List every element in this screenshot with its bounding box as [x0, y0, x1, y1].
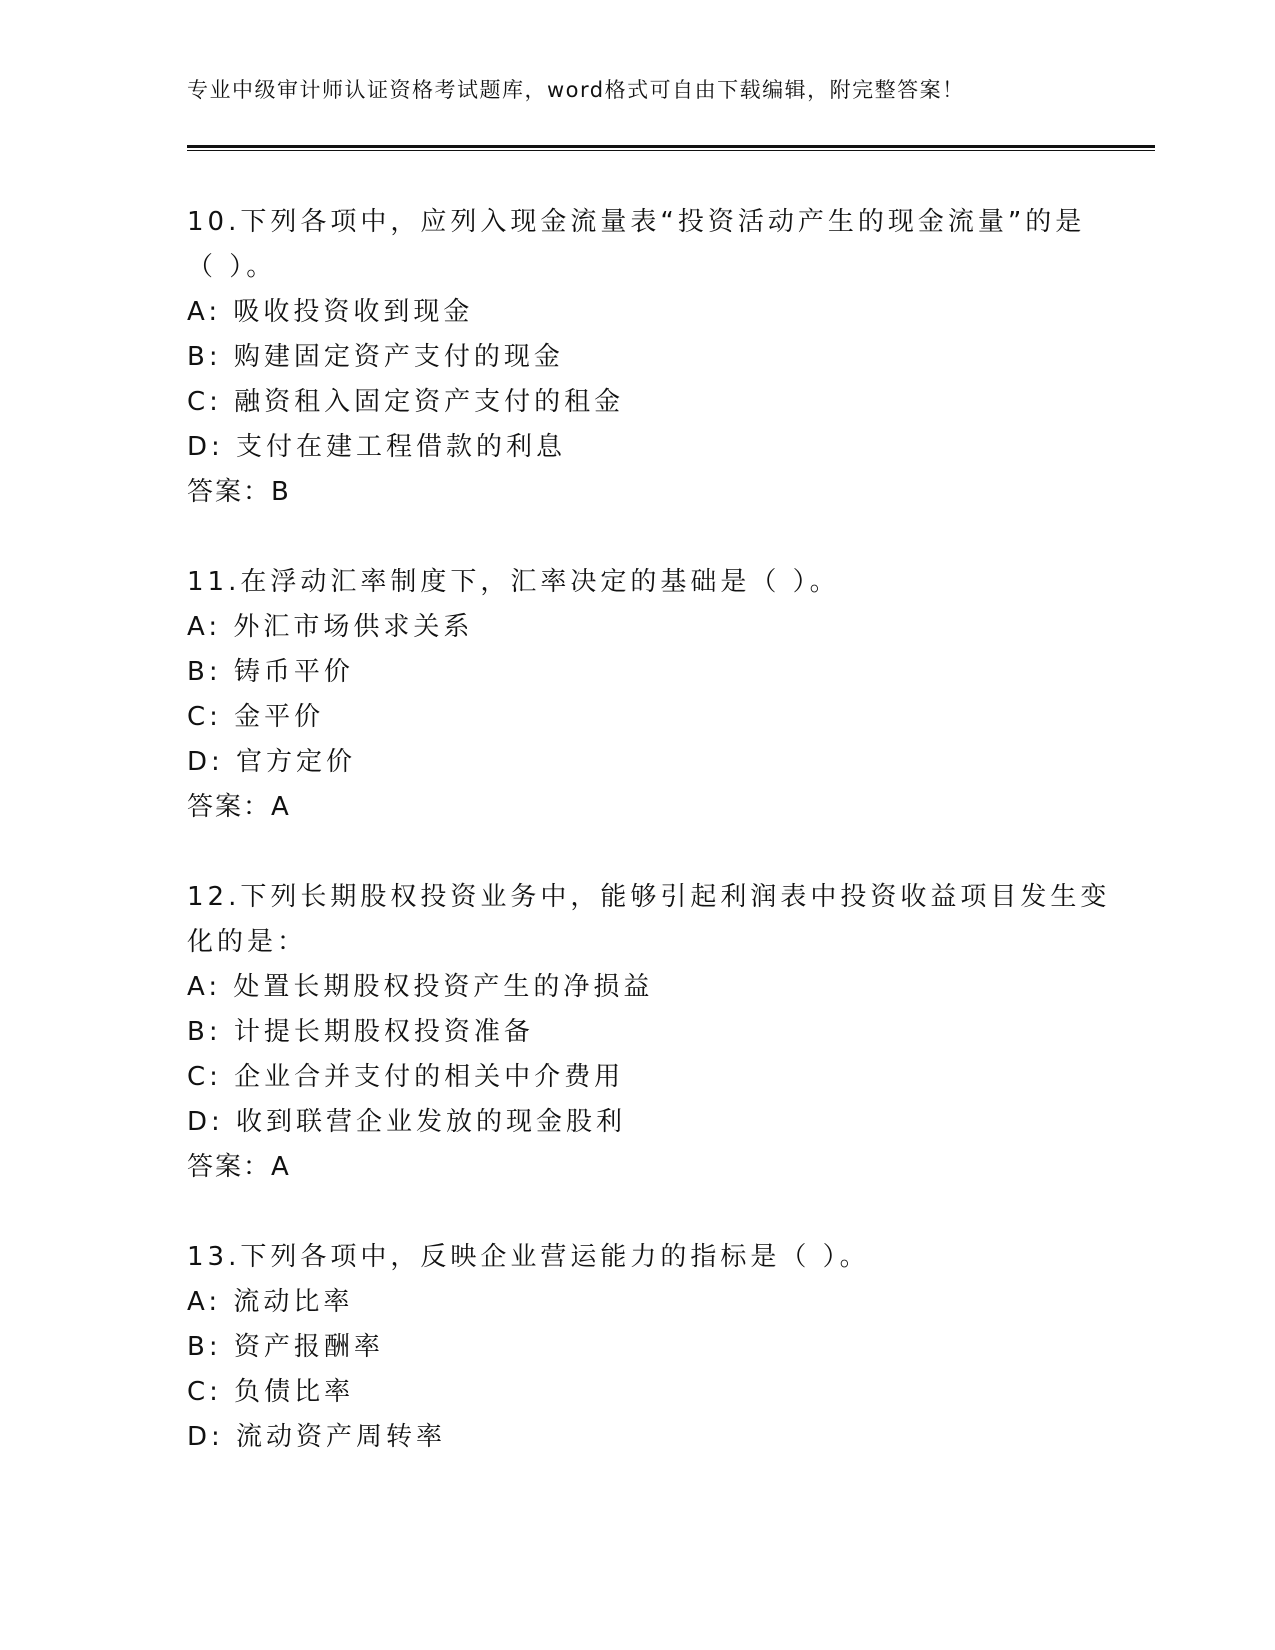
question-stem-continued: （ ）。	[187, 252, 277, 282]
page-header: 专业中级审计师认证资格考试题库，word格式可自由下载编辑，附完整答案！	[187, 78, 965, 102]
option-a: A: 吸收投资收到现金	[187, 297, 474, 327]
question-list	[187, 200, 1111, 1505]
question-11	[187, 560, 1067, 830]
option-d: D: 流动资产周转率	[187, 1422, 447, 1452]
option-c: C: 融资租入固定资产支付的租金	[187, 387, 625, 417]
option-b: B: 购建固定资产支付的现金	[187, 342, 564, 372]
option-a: A: 外汇市场供求关系	[187, 612, 474, 642]
question-stem-continued: 化的是：	[187, 927, 308, 957]
header-divider-thin	[187, 150, 1155, 151]
header-divider-thick	[187, 145, 1155, 148]
option-c: C: 负债比率	[187, 1377, 355, 1407]
question-stem: 13.下列各项中，反映企业营运能力的指标是（ ）。	[187, 1242, 870, 1272]
option-c: C: 企业合并支付的相关中介费用	[187, 1062, 625, 1092]
question-12	[187, 875, 1111, 1190]
answer: 答案：A	[187, 1152, 291, 1182]
option-b: B: 计提长期股权投资准备	[187, 1017, 534, 1047]
question-13	[187, 1235, 1067, 1460]
question-stem: 10.下列各项中，应列入现金流量表“投资活动产生的现金流量”的是	[187, 207, 1086, 237]
question-10	[187, 200, 1086, 515]
option-b: B: 资产报酬率	[187, 1332, 384, 1362]
option-c: C: 金平价	[187, 702, 325, 732]
answer: 答案：A	[187, 792, 291, 822]
option-d: D: 收到联营企业发放的现金股利	[187, 1107, 627, 1137]
answer: 答案：B	[187, 477, 291, 507]
question-stem: 11.在浮动汇率制度下，汇率决定的基础是（ ）。	[187, 567, 840, 597]
option-a: A: 处置长期股权投资产生的净损益	[187, 972, 654, 1002]
option-d: D: 官方定价	[187, 747, 357, 777]
option-a: A: 流动比率	[187, 1287, 354, 1317]
option-b: B: 铸币平价	[187, 657, 354, 687]
question-stem: 12.下列长期股权投资业务中，能够引起利润表中投资收益项目发生变	[187, 882, 1111, 912]
option-d: D: 支付在建工程借款的利息	[187, 432, 567, 462]
